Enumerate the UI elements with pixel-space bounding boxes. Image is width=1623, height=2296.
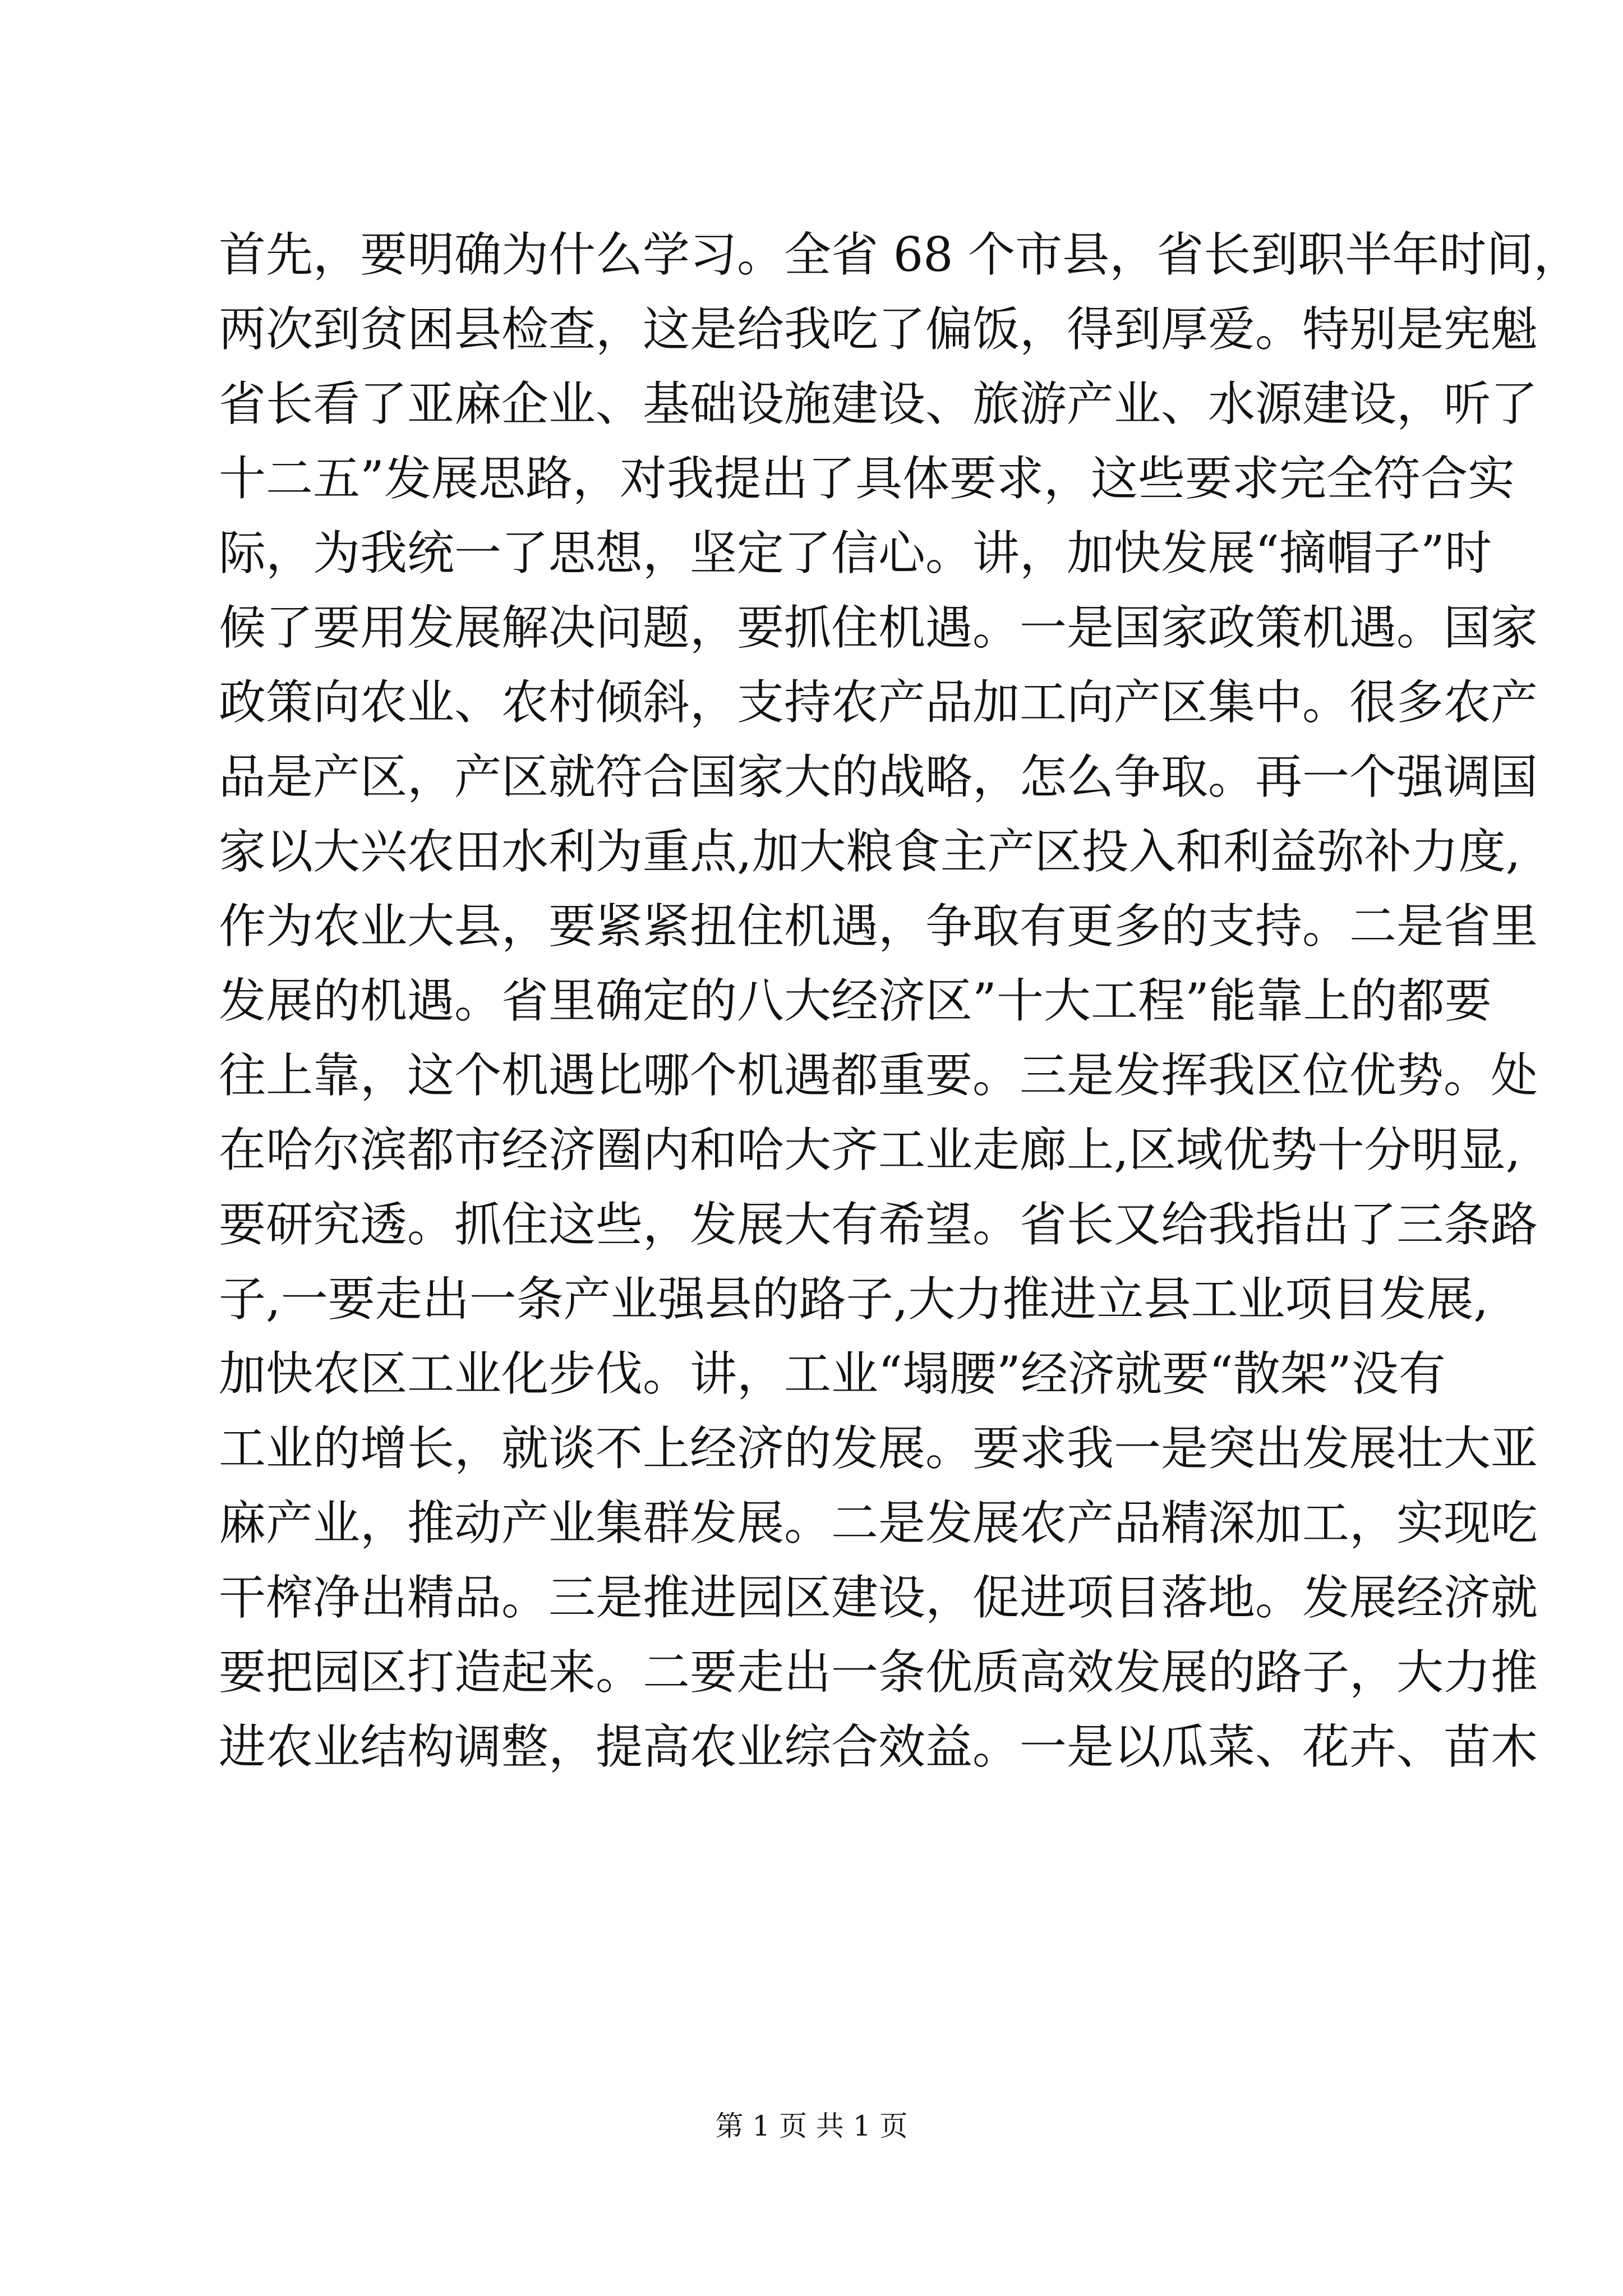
text-line: 干榨净出精品。三是推进园区建设，促进项目落地。发展经济就 (219, 1570, 1538, 1625)
text-line: 际，为我统一了思想，坚定了信心。讲，加快发展“摘帽子”时 (219, 526, 1492, 581)
text-line: 在哈尔滨都市经济圈内和哈大齐工业走廊上,区域优势十分明显, (219, 1122, 1521, 1177)
text-line: 首先，要明确为什么学习。全省 68 个市县，省长到职半年时间， (219, 227, 1581, 282)
text-line: 省长看了亚麻企业、基础设施建设、旅游产业、水源建设，听了 (219, 376, 1538, 431)
text-line: 往上靠，这个机遇比哪个机遇都重要。三是发挥我区位优势。处 (219, 1048, 1538, 1103)
text-line: 工业的增长，就谈不上经济的发展。要求我一是突出发展壮大亚 (219, 1421, 1538, 1476)
page-footer (0, 2106, 1623, 2146)
text-line: 发展的机遇。省里确定的八大经济区”十大工程”能靠上的都要 (219, 973, 1492, 1028)
text-line: 两次到贫困县检查，这是给我吃了偏饭，得到厚爱。特别是宪魁 (219, 302, 1538, 357)
text-line: 品是产区，产区就符合国家大的战略，怎么争取。再一个强调国 (219, 749, 1538, 804)
text-line: 政策向农业、农村倾斜，支持农产品加工向产区集中。很多农产 (219, 675, 1538, 730)
text-line: 要研究透。抓住这些，发展大有希望。省长又给我指出了三条路 (219, 1197, 1538, 1252)
text-line: 麻产业，推动产业集群发展。二是发展农产品精深加工，实现吃 (219, 1496, 1538, 1550)
text-line: 子,一要走出一条产业强县的路子,大力推进立县工业项目发展, (219, 1272, 1489, 1327)
text-line: 进农业结构调整，提高农业综合效益。一是以瓜菜、花卉、苗木 (219, 1719, 1538, 1774)
text-line: 家以大兴农田水利为重点,加大粮食主产区投入和利益弥补力度, (219, 824, 1521, 879)
text-line: 十二五”发展思路，对我提出了具体要求，这些要求完全符合实 (219, 451, 1515, 506)
text-line: 要把园区打造起来。二要走出一条优质高效发展的路子，大力推 (219, 1645, 1538, 1700)
text-line: 候了要用发展解决问题，要抓住机遇。一是国家政策机遇。国家 (219, 600, 1538, 655)
text-line: 加快农区工业化步伐。讲，工业“塌腰”经济就要“散架”没有 (219, 1346, 1446, 1401)
text-line: 作为农业大县，要紧紧扭住机遇，争取有更多的支持。二是省里 (219, 899, 1538, 954)
page-number: 第 1 页 共 1 页 (715, 2110, 908, 2142)
body-text (219, 218, 1581, 1784)
